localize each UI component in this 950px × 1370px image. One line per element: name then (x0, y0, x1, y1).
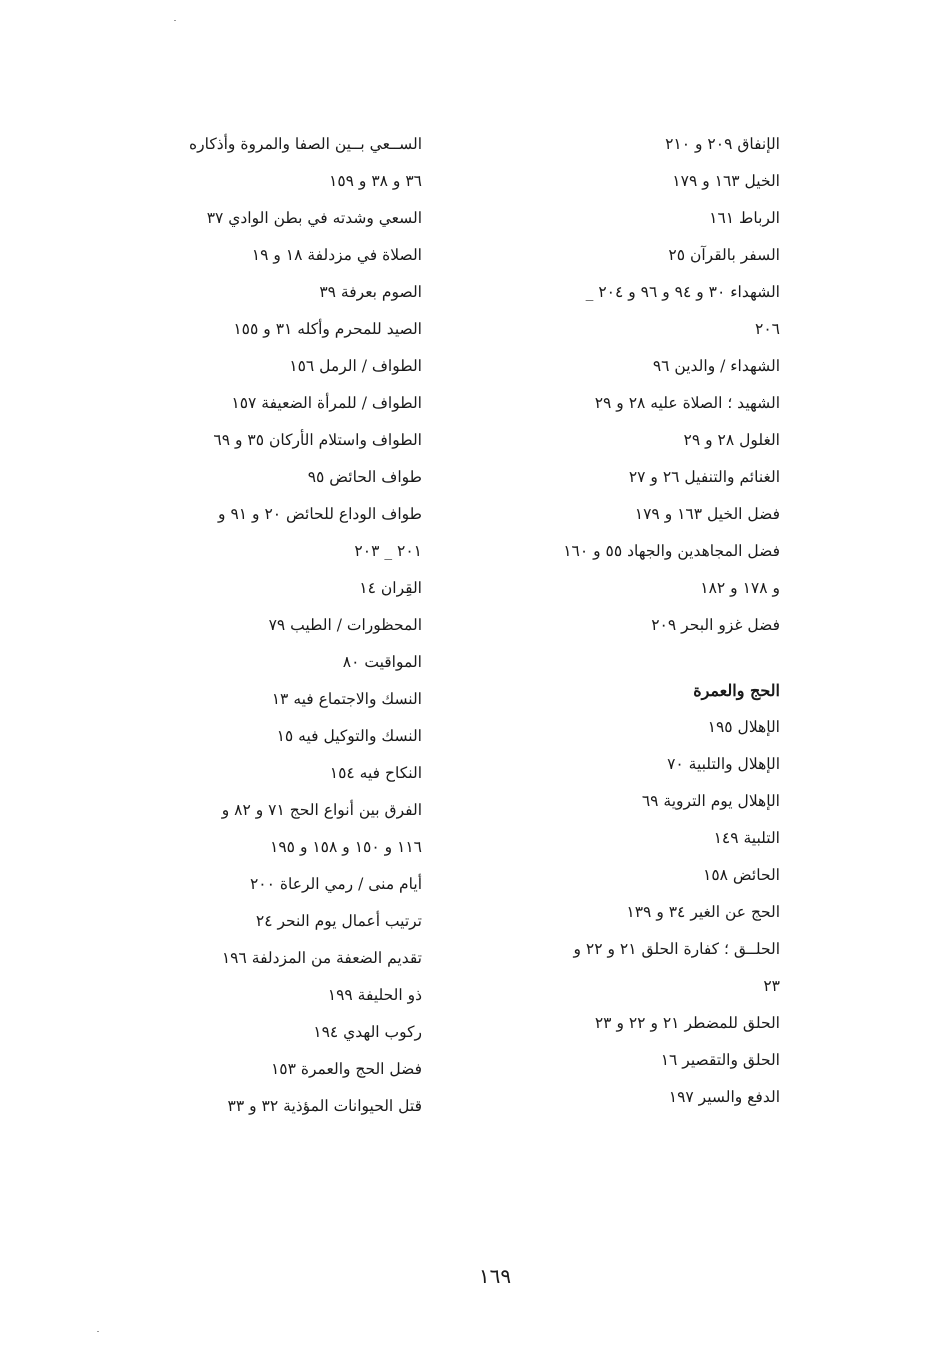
index-entry: الحلق للمضطر ٢١ و ٢٢ و ٢٣ (594, 1014, 780, 1032)
index-entry: الغنائم والتنفيل ٢٦ و ٢٧ (628, 468, 780, 486)
index-entry: التلبية ١٤٩ (713, 829, 780, 847)
index-entry: الإنفاق ٢٠٩ و ٢١٠ (665, 135, 780, 153)
index-entry: ترتيب أعمال يوم النحر ٢٤ (255, 912, 422, 930)
index-entry: ٣٦ و ٣٨ و ١٥٩ (329, 172, 422, 190)
index-column-right (510, 126, 780, 1116)
left-column-entries (157, 126, 422, 1125)
index-entry: الصيد للمحرم وأكله ٣١ و ١٥٥ (233, 320, 422, 338)
index-entry: الصلاة في مزدلفة ١٨ و ١٩ (251, 246, 422, 264)
scan-speck-top (174, 20, 176, 21)
index-entry: السعي وشدته في بطن الوادي ٣٧ (206, 209, 422, 227)
index-entry: و ١٧٨ و ١٨٢ (700, 579, 780, 597)
index-entry: الصوم بعرفة ٣٩ (319, 283, 422, 301)
index-entry: الشهيد ؛ الصلاة عليه ٢٨ و ٢٩ (594, 394, 780, 412)
index-entry: الفرق بين أنواع الحج ٧١ و ٨٢ و (221, 801, 422, 819)
index-entry: فضل الخيل ١٦٣ و ١٧٩ (634, 505, 780, 523)
index-entry: السفر بالقرآن ٢٥ (668, 246, 780, 264)
right-column-entries-top (510, 126, 780, 644)
index-entry: الحج عن الغير ٣٤ و ١٣٩ (626, 903, 780, 921)
index-entry: الشهداء ٣٠ و ٩٤ و ٩٦ و ٢٠٤ _ (585, 283, 780, 301)
index-entry: الإهلال ١٩٥ (707, 718, 780, 736)
index-entry: ٢٣ (763, 977, 780, 995)
index-entry: المواقيت ٨٠ (342, 653, 422, 671)
index-entry: الإهلال يوم التروية ٦٩ (641, 792, 780, 810)
index-entry: النسك والاجتماع فيه ١٣ (271, 690, 422, 708)
index-entry: ٢٠١ _ ٢٠٣ (354, 542, 422, 560)
index-entry: ١١٦ و ١٥٠ و ١٥٨ و ١٩٥ (270, 838, 422, 856)
index-entry: الشهداء / والدين ٩٦ (652, 357, 780, 375)
index-entry: النكاح فيه ١٥٤ (329, 764, 422, 782)
index-entry: الطواف واستلام الأركان ٣٥ و ٦٩ (213, 431, 422, 449)
section-heading-hajj-umrah: الحج والعمرة (693, 681, 780, 700)
index-entry: الحلــق ؛ كفارة الحلق ٢١ و ٢٢ و (573, 940, 780, 958)
index-entry: الخيل ١٦٣ و ١٧٩ (672, 172, 780, 190)
index-entry: ٢٠٦ (755, 320, 780, 338)
index-entry: الإهلال والتلبية ٧٠ (667, 755, 780, 773)
index-entry: الرباط ١٦١ (709, 209, 780, 227)
index-entry: الحلق والتقصير ١٦ (660, 1051, 780, 1069)
index-entry: المحظورات / الطيب ٧٩ (268, 616, 422, 634)
index-entry: الطواف / للمرأة الضعيفة ١٥٧ (231, 394, 422, 412)
index-entry: طواف الحائض ٩٥ (307, 468, 422, 486)
index-entry: القِران ١٤ (359, 579, 422, 597)
index-entry: الغلول ٢٨ و ٢٩ (683, 431, 780, 449)
index-entry: الطواف / الرمل ١٥٦ (289, 357, 422, 375)
index-entry: تقديم الضعفة من المزدلفة ١٩٦ (221, 949, 422, 967)
right-column-entries-bottom (510, 709, 780, 1116)
index-entry: الحائض ١٥٨ (703, 866, 780, 884)
index-entry: الســعي بــين الصفا والمروة وأذكاره (189, 135, 422, 153)
index-entry: فضل الحج والعمرة ١٥٣ (270, 1060, 422, 1078)
index-entry: فضل غزو البحر ٢٠٩ (651, 616, 780, 634)
page-number: ١٦٩ (478, 1264, 512, 1288)
index-column-left (157, 126, 422, 1125)
index-entry: طواف الوداع للحائض ٢٠ و ٩١ و (218, 505, 422, 523)
index-entry: النسك والتوكيل فيه ١٥ (276, 727, 422, 745)
scan-speck-bottom (97, 1331, 99, 1332)
index-entry: فضل المجاهدين والجهاد ٥٥ و ١٦٠ (563, 542, 780, 560)
index-entry: الدفع والسير ١٩٧ (668, 1088, 780, 1106)
index-entry: ركوب الهدي ١٩٤ (313, 1023, 422, 1041)
index-entry: أيام منى / رمي الرعاة ٢٠٠ (249, 875, 422, 893)
index-entry: قتل الحيوانات المؤذية ٣٢ و ٣٣ (227, 1097, 422, 1115)
index-entry: ذو الحليفة ١٩٩ (327, 986, 422, 1004)
